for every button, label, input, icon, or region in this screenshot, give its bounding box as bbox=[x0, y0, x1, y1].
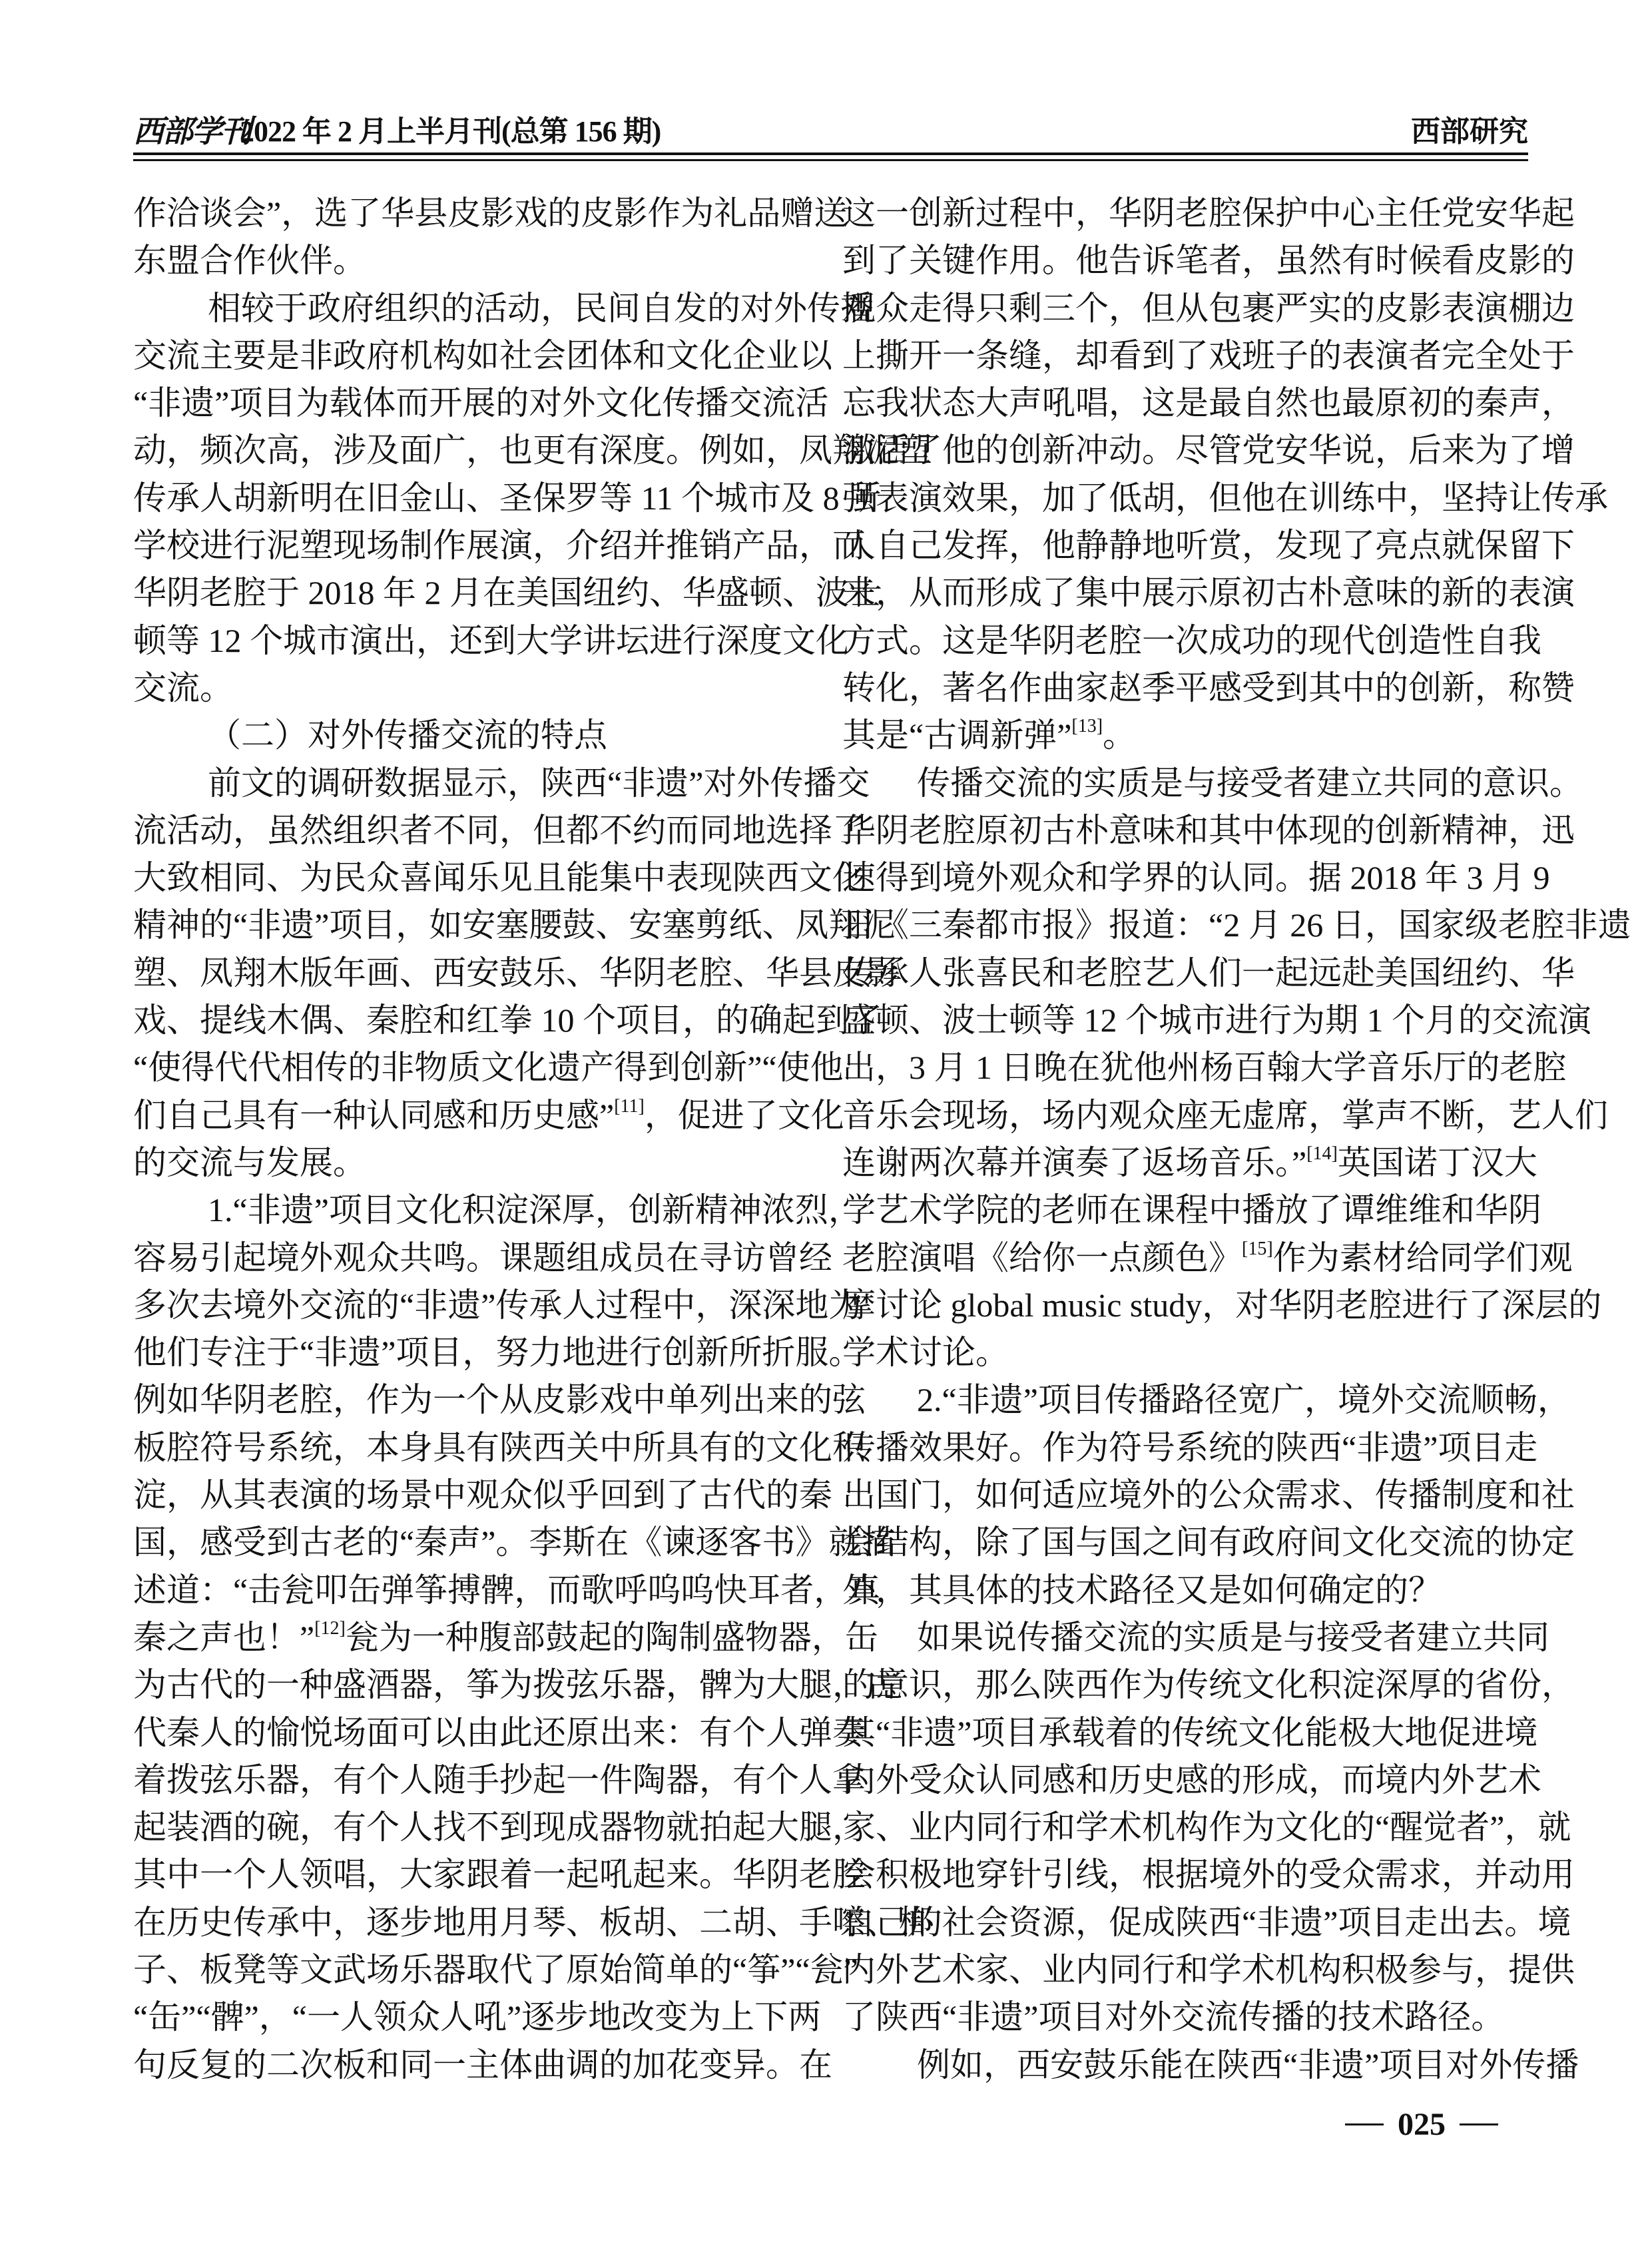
text-line: “非遗”项目为载体而开展的对外文化传播交流活 bbox=[133, 384, 829, 422]
text-line bbox=[842, 1139, 1537, 1187]
text-line: 顿等 12 个城市演出，还到大学讲坛进行深度文化 bbox=[133, 621, 849, 659]
page-footer bbox=[1345, 2104, 1498, 2144]
text-line: 忘我状态大声吼唱，这是最自然也最原初的秦声， bbox=[842, 384, 1575, 422]
paragraph bbox=[842, 2042, 1579, 2089]
text-line: 这一创新过程中，华阴老腔保护中心主任党安华起 bbox=[842, 194, 1575, 232]
section-title: 西部研究 bbox=[1411, 115, 1528, 148]
text-segment: 秦之声也！” bbox=[133, 1618, 315, 1656]
text-line: 1.“非遗”项目文化积淀深厚，创新精神浓烈， bbox=[208, 1191, 862, 1229]
text-line: 上撕开一条缝，却看到了戏班子的表演者完全处于 bbox=[842, 336, 1575, 374]
text-segment: 其是“古调新弹” bbox=[842, 716, 1072, 754]
text-line: 例如华阴老腔，作为一个从皮影戏中单列出来的弦 bbox=[133, 1381, 866, 1419]
text-line: 戏、提线木偶、秦腔和红拳 10 个项目，的确起到了 bbox=[133, 1001, 882, 1039]
text-line bbox=[133, 1614, 878, 1661]
text-line: 如果说传播交流的实质是与接受者建立共同 bbox=[917, 1618, 1549, 1656]
text-line: 会结构，除了国与国之间有政府间文化交流的协定 bbox=[842, 1524, 1575, 1561]
text-line: 传播交流的实质是与接受者建立共同的意识。 bbox=[917, 764, 1583, 802]
text-line: 出国门，如何适应境外的公众需求、传播制度和社 bbox=[842, 1476, 1575, 1514]
text-line: 着拨弦乐器，有个人随手抄起一件陶器，有个人拿 bbox=[133, 1761, 866, 1799]
text-line: 大致相同、为民众喜闻乐见且能集中表现陕西文化 bbox=[133, 859, 866, 897]
running-header bbox=[133, 115, 1528, 149]
text-line: 述道：“击瓮叩缶弹筝搏髀，而歌呼呜呜快耳者，真 bbox=[133, 1571, 881, 1609]
text-line: 盛顿、波士顿等 12 个城市进行为期 1 个月的交流演 bbox=[842, 1001, 1591, 1039]
text-line: 塑、凤翔木版年画、西安鼓乐、华阴老腔、华县皮影 bbox=[133, 954, 899, 991]
journal-logo: 西部学刊 bbox=[133, 115, 250, 148]
text-segment: 老腔演唱《给你一点颜色》 bbox=[842, 1239, 1242, 1276]
text-line: 自己的社会资源，促成陕西“非遗”项目走出去。境 bbox=[842, 1903, 1571, 1941]
text-segment: 们自己具有一种认同感和历史感” bbox=[133, 1096, 615, 1134]
text-line: 相较于政府组织的活动，民间自发的对外传播 bbox=[208, 289, 874, 327]
text-line: 子、板凳等文武场乐器取代了原始简单的“筝”“瓮” bbox=[133, 1950, 858, 1988]
text-segment: 瓮为一种腹部鼓起的陶制盛物器，缶 bbox=[345, 1618, 878, 1656]
text-segment: ，促进了文化 bbox=[644, 1096, 844, 1134]
text-line: 强表演效果，加了低胡，但他在训练中，坚持让传承 bbox=[842, 479, 1608, 517]
paragraph bbox=[842, 190, 1608, 760]
text-line: 交流。 bbox=[133, 669, 233, 706]
text-line: 起装酒的碗，有个人找不到现成器物就拍起大腿， bbox=[133, 1809, 866, 1846]
text-line: 会积极地穿针引线，根据境外的受众需求，并动用 bbox=[842, 1856, 1575, 1894]
text-line: 流活动，虽然组织者不同，但都不约而同地选择了 bbox=[133, 811, 866, 849]
text-line: 转化，著名作曲家赵季平感受到其中的创新，称赞 bbox=[842, 669, 1575, 706]
text-line: 学艺术学院的老师在课程中播放了谭维维和华阴 bbox=[842, 1191, 1541, 1229]
text-line: 2.“非遗”项目传播路径宽广，境外交流顺畅， bbox=[917, 1381, 1571, 1419]
text-line: （二）对外传播交流的特点 bbox=[208, 716, 607, 754]
text-line: 摩讨论 global music study，对华阴老腔进行了深层的 bbox=[842, 1286, 1602, 1324]
text-line: 代秦人的愉悦场面可以由此还原出来：有个人弹奏 bbox=[133, 1713, 866, 1751]
text-line: 句反复的二次板和同一主体曲调的加花变异。在 bbox=[133, 2046, 832, 2084]
text-line: 家、业内同行和学术机构作为文化的“醒觉者”，就 bbox=[842, 1809, 1571, 1846]
text-line: 淀，从其表演的场景中观众似乎回到了古代的秦 bbox=[133, 1476, 832, 1514]
text-line: 到了关键作用。他告诉笔者，虽然有时候看皮影的 bbox=[842, 242, 1575, 280]
text-line: 其中一个人领唱，大家跟着一起吼起来。华阴老腔 bbox=[133, 1856, 866, 1894]
paragraph bbox=[842, 760, 1631, 1377]
text-line: 学校进行泥塑现场制作展演，介绍并推销产品，而 bbox=[133, 527, 866, 565]
header-rule-thick bbox=[133, 152, 1528, 155]
text-line: 交流主要是非政府机构如社会团体和文化企业以 bbox=[133, 336, 832, 374]
text-line: 内外受众认同感和历史感的形成，而境内外艺术 bbox=[842, 1761, 1541, 1799]
footer-dash-left bbox=[1345, 2123, 1384, 2125]
text-line: 前文的调研数据显示，陕西“非遗”对外传播交 bbox=[208, 764, 870, 802]
text-line: 内外艺术家、业内同行和学术机构积极参与，提供 bbox=[842, 1950, 1575, 1988]
text-line: “缶”“髀”，“一人领众人吼”逐步地改变为上下两 bbox=[133, 1998, 822, 2036]
right-text-column bbox=[842, 190, 1631, 2089]
text-line: 板腔符号系统，本身具有陕西关中所具有的文化积 bbox=[133, 1428, 866, 1466]
text-line: 动，频次高，涉及面广，也更有深度。例如，凤翔泥塑 bbox=[133, 431, 932, 469]
header-rule-thin bbox=[133, 159, 1528, 161]
text-line: 华阴老腔于 2018 年 2 月在美国纽约、华盛顿、波士 bbox=[133, 574, 882, 612]
text-line: 他们专注于“非遗”项目，努力地进行创新所折服。 bbox=[133, 1334, 862, 1372]
text-line bbox=[842, 1235, 1573, 1282]
text-line: 华阴老腔原初古朴意味和其中体现的创新精神，迅 bbox=[842, 811, 1575, 849]
text-line: 的交流与发展。 bbox=[133, 1143, 366, 1181]
text-line: 激活了他的创新冲动。尽管党安华说，后来为了增 bbox=[842, 431, 1575, 469]
paragraph bbox=[133, 190, 848, 285]
text-line: 速得到境外观众和学界的认同。据 2018 年 3 月 9 bbox=[842, 859, 1550, 897]
text-segment: 。 bbox=[1103, 716, 1137, 754]
paragraph bbox=[133, 760, 899, 1187]
text-line: 出，3 月 1 日晚在犹他州杨百翰大学音乐厅的老腔 bbox=[842, 1049, 1567, 1087]
text-line: 方式。这是华阴老腔一次成功的现代创造性自我 bbox=[842, 621, 1541, 659]
text-line: “使得代代相传的非物质文化遗产得到创新”“使他 bbox=[133, 1049, 844, 1087]
text-line: 音乐会现场，场内观众座无虚席，掌声不断，艺人们 bbox=[842, 1096, 1608, 1134]
text-line bbox=[133, 1092, 844, 1139]
page-number: 025 bbox=[1398, 2106, 1446, 2142]
paragraph bbox=[133, 712, 809, 759]
text-line: 学术讨论。 bbox=[842, 1334, 1009, 1372]
text-line: 作洽谈会”，选了华县皮影戏的皮影作为礼品赠送 bbox=[133, 194, 848, 232]
text-line: 在历史传承中，逐步地用月琴、板胡、二胡、手嚓、梆 bbox=[133, 1903, 932, 1941]
paragraph bbox=[133, 285, 932, 712]
text-line: 日《三秦都市报》报道：“2 月 26 日，国家级老腔非遗 bbox=[842, 906, 1631, 944]
citation-ref: [13] bbox=[1071, 716, 1103, 737]
text-line: 国，感受到古老的“秦声”。李斯在《谏逐客书》就描 bbox=[133, 1524, 896, 1561]
text-line: 为古代的一种盛酒器，筝为拨弦乐器，髀为大腿，古 bbox=[133, 1666, 899, 1704]
text-line: 了陕西“非遗”项目对外交流传播的技术路径。 bbox=[842, 1998, 1505, 2036]
text-line bbox=[842, 712, 1515, 759]
text-line: 人自己发挥，他静静地听赏，发现了亮点就保留下 bbox=[842, 527, 1575, 565]
text-line: 东盟合作伙伴。 bbox=[133, 242, 366, 280]
citation-ref: [14] bbox=[1306, 1143, 1338, 1164]
text-line: 精神的“非遗”项目，如安塞腰鼓、安塞剪纸、凤翔泥 bbox=[133, 906, 896, 944]
paragraph bbox=[842, 1614, 1575, 2042]
text-line: 传承人胡新明在旧金山、圣保罗等 11 个城市及 8 所 bbox=[133, 479, 882, 517]
text-segment: 作为素材给同学们观 bbox=[1272, 1239, 1573, 1276]
text-line: 例如，西安鼓乐能在陕西“非遗”项目对外传播 bbox=[917, 2046, 1579, 2084]
text-line: 的意识，那么陕西作为传统文化积淀深厚的省份， bbox=[842, 1666, 1575, 1704]
text-line: 多次去境外交流的“非遗”传承人过程中，深深地为 bbox=[133, 1286, 862, 1324]
citation-ref: [15] bbox=[1242, 1238, 1273, 1259]
text-line: 其“非遗”项目承载着的传统文化能极大地促进境 bbox=[842, 1713, 1538, 1751]
paragraph bbox=[842, 1376, 1575, 1613]
issue-info: 2022 年 2 月上半月刊(总第 156 期) bbox=[240, 115, 661, 148]
citation-ref: [11] bbox=[614, 1095, 645, 1117]
text-line: 外，其具体的技术路径又是如何确定的？ bbox=[842, 1571, 1442, 1609]
text-segment: 连谢两次幕并演奏了返场音乐。” bbox=[842, 1143, 1307, 1181]
citation-ref: [12] bbox=[314, 1617, 346, 1639]
text-line: 容易引起境外观众共鸣。课题组成员在寻访曾经 bbox=[133, 1239, 832, 1276]
text-line: 来，从而形成了集中展示原初古朴意味的新的表演 bbox=[842, 574, 1575, 612]
text-line: 观众走得只剩三个，但从包裹严实的皮影表演棚边 bbox=[842, 289, 1575, 327]
text-segment: 英国诺丁汉大 bbox=[1337, 1143, 1537, 1181]
footer-dash-right bbox=[1460, 2123, 1498, 2125]
text-line: 传播效果好。作为符号系统的陕西“非遗”项目走 bbox=[842, 1428, 1538, 1466]
text-line: 传承人张喜民和老腔艺人们一起远赴美国纽约、华 bbox=[842, 954, 1575, 991]
